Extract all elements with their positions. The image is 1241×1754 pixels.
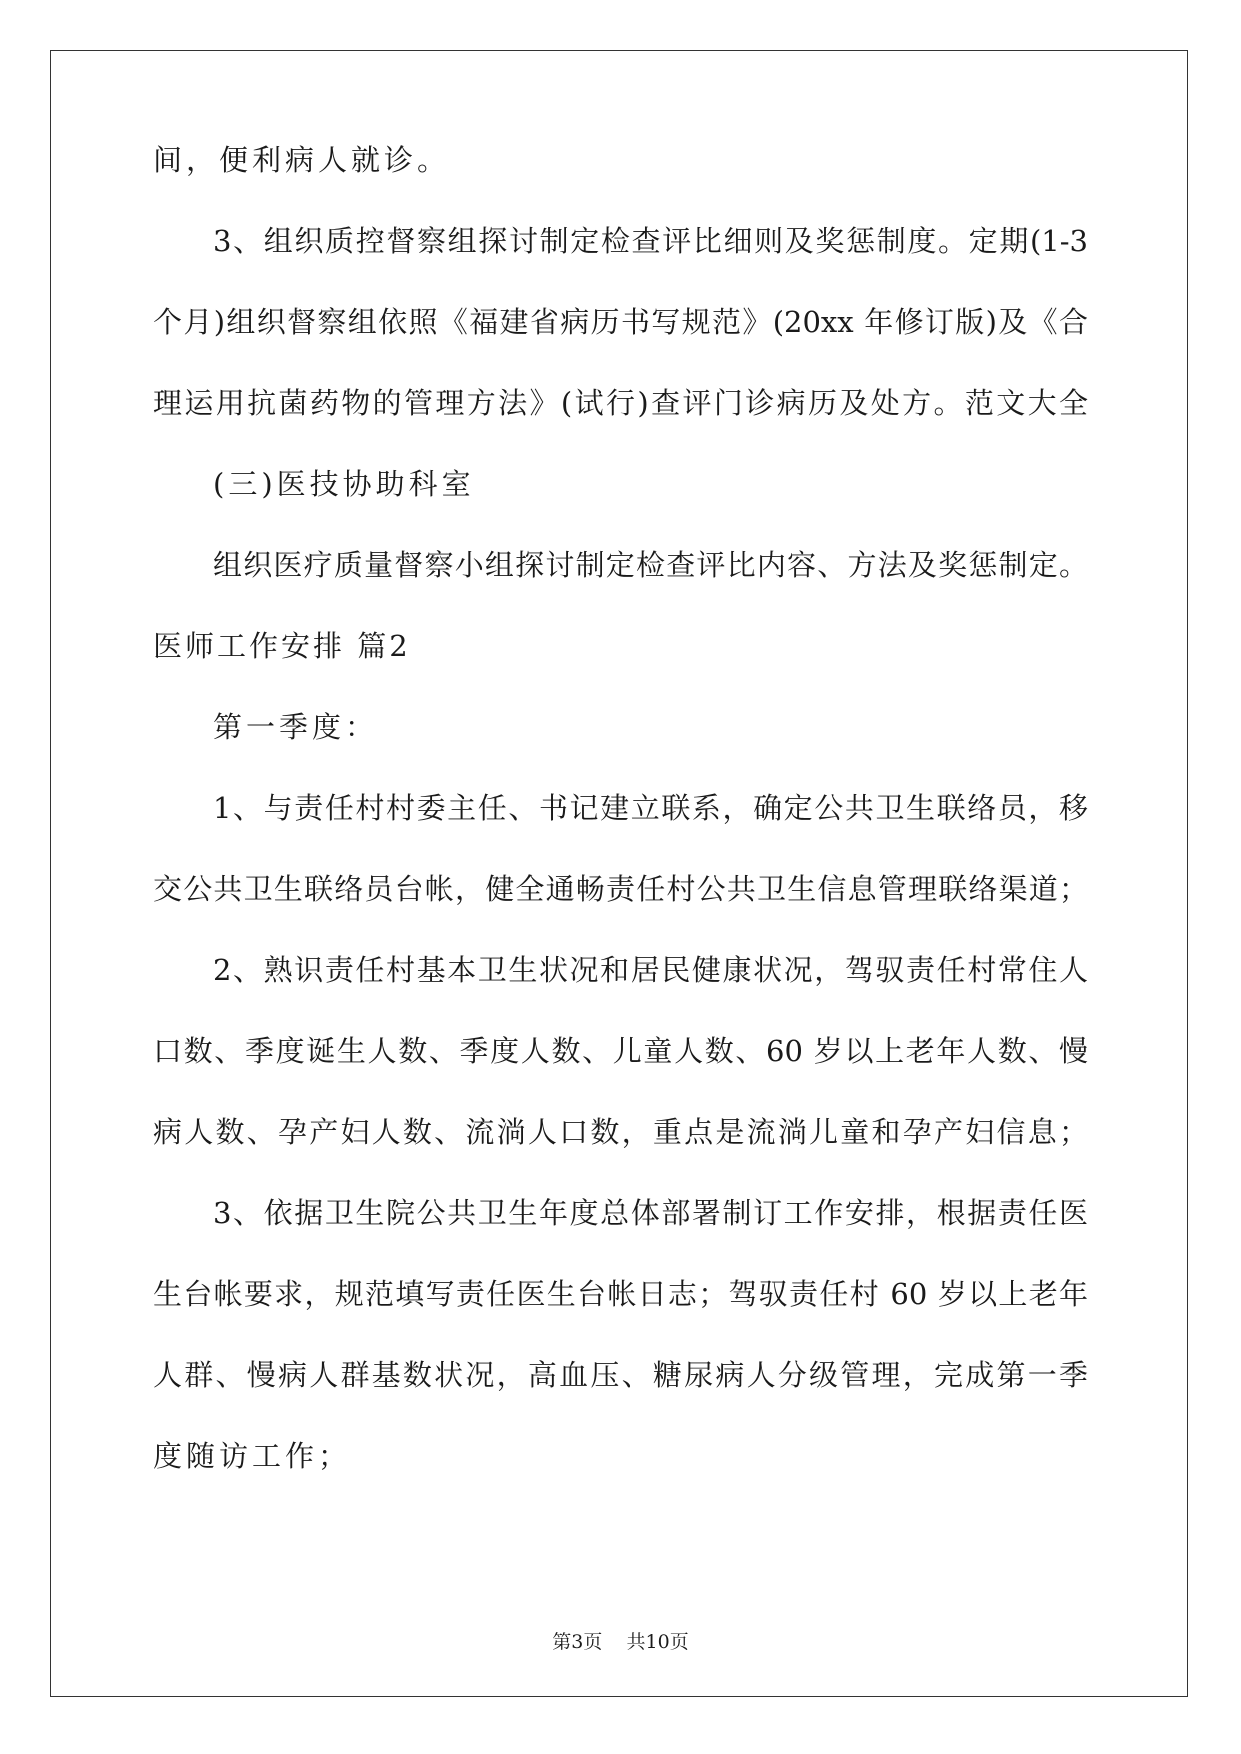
- text-line: 3、依据卫生院公共卫生年度总体部署制订工作安排，根据责任医: [213, 1196, 1088, 1230]
- text-line: 间，便利病人就诊。: [153, 143, 451, 177]
- section-heading: (三)医技协助科室: [213, 467, 475, 501]
- section-heading: 第一季度：: [213, 710, 379, 744]
- text-line: 交公共卫生联络员台帐，健全通畅责任村公共卫生信息管理联络渠道；: [153, 872, 1088, 906]
- text-line: 度随访工作；: [153, 1439, 352, 1473]
- text-line: 病人数、孕产妇人数、流淌人口数，重点是流淌儿童和孕产妇信息；: [153, 1115, 1088, 1149]
- page-total: 共10页: [626, 1631, 689, 1653]
- text-line: 3、组织质控督察组探讨制定检查评比细则及奖惩制度。定期(1-3: [213, 224, 1088, 258]
- text-line: 2、熟识责任村基本卫生状况和居民健康状况，驾驭责任村常住人: [213, 953, 1088, 987]
- section-title: 医师工作安排 篇2: [153, 629, 411, 663]
- text-line: 个月)组织督察组依照《福建省病历书写规范》(20xx 年修订版)及《合: [153, 305, 1088, 339]
- text-line: 生台帐要求，规范填写责任医生台帐日志；驾驭责任村 60 岁以上老年: [153, 1277, 1088, 1311]
- text-line: 理运用抗菌药物的管理方法》(试行)查评门诊病历及处方。范文大全: [153, 386, 1088, 420]
- text-line: 组织医疗质量督察小组探讨制定检查评比内容、方法及奖惩制定。: [213, 548, 1088, 582]
- text-line: 口数、季度诞生人数、季度人数、儿童人数、60 岁以上老年人数、慢: [153, 1034, 1088, 1068]
- text-line: 人群、慢病人群基数状况，高血压、糖尿病人分级管理，完成第一季: [153, 1358, 1088, 1392]
- page-number: 第3页: [552, 1631, 603, 1653]
- text-line: 1、与责任村村委主任、书记建立联系，确定公共卫生联络员，移: [213, 791, 1088, 825]
- page-footer: [0, 1630, 1241, 1654]
